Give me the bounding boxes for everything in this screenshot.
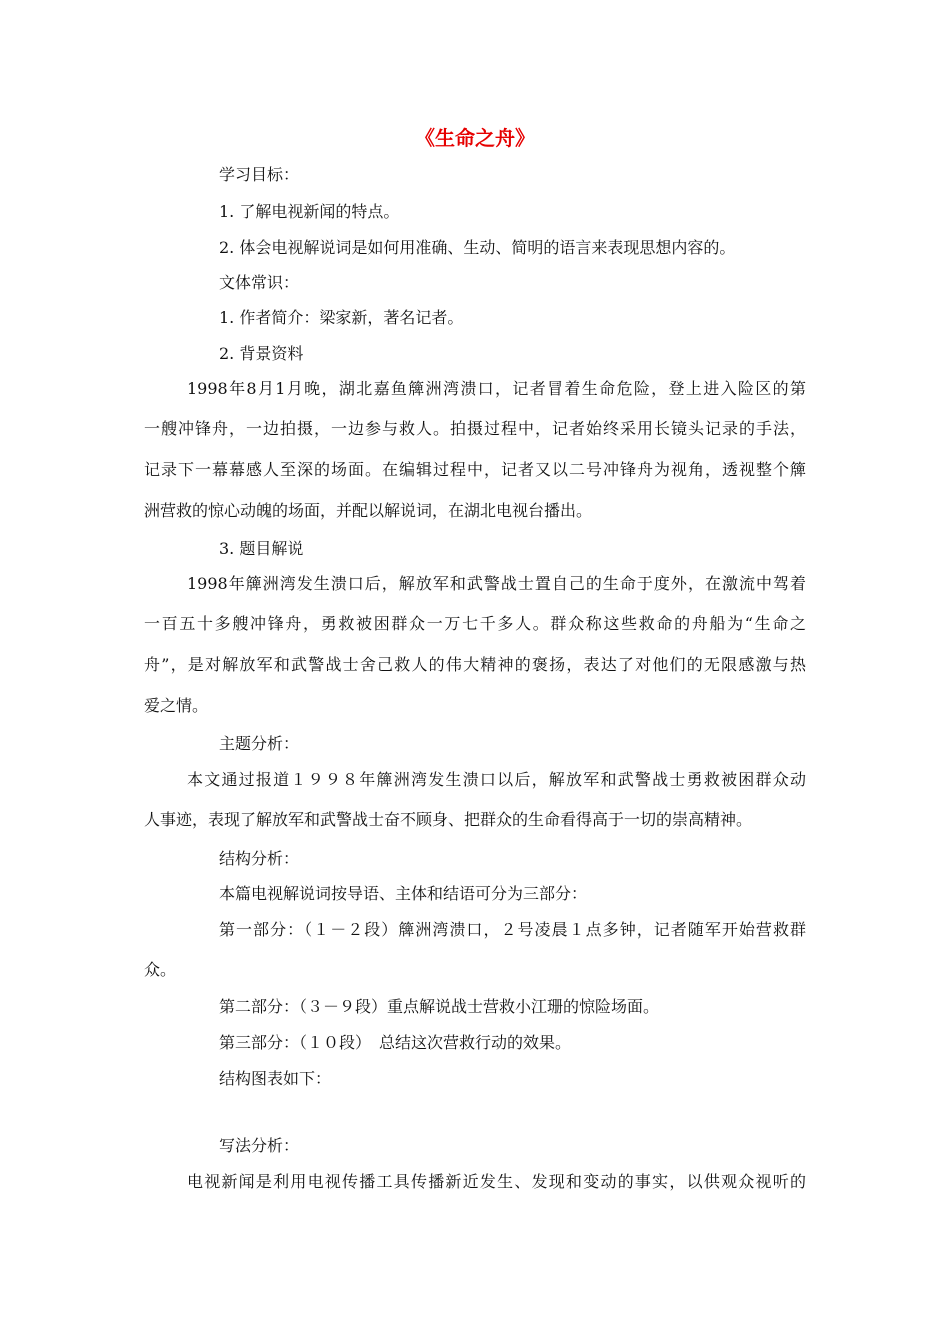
title-explanation-line: 爱之情。 [144,696,209,715]
structure-part-3: 第三部分：（１０段） 总结这次营救行动的效果。 [219,1033,572,1052]
theme-paragraph-line: 本文通过报道１９９８年簰洲湾发生溃口以后，解放军和武警战士勇救被困群众动 [187,770,806,789]
background-paragraph-line: 一艘冲锋舟，一边拍摄，一边参与救人。拍摄过程中，记者始终采用长镜头记录的手法， [144,419,806,438]
title-explanation-heading: 3. 题目解说 [219,539,304,558]
writing-analysis-line: 电视新闻是利用电视传播工具传播新近发生、发现和变动的事实，以供观众视听的 [187,1172,806,1191]
background-paragraph-line: 记录下一幕幕感人至深的场面。在编辑过程中，记者又以二号冲锋舟为视角，透视整个簰 [144,460,806,479]
heading-genre-knowledge: 文体常识： [219,273,300,292]
heading-structure-analysis: 结构分析： [219,849,300,868]
background-paragraph-line: 1998年8月1月晚，湖北嘉鱼簰洲湾溃口，记者冒着生命危险，登上进入险区的第 [187,379,806,398]
heading-theme-analysis: 主题分析： [219,734,300,753]
goal-item-1: 1. 了解电视新闻的特点。 [219,202,400,221]
background-paragraph-line: 洲营救的惊心动魄的场面，并配以解说词，在湖北电视台播出。 [144,501,593,520]
title-explanation-line: 1998年簰洲湾发生溃口后，解放军和武警战士置自己的生命于度外，在激流中驾着 [187,574,806,593]
structure-part-1-cont: 众。 [144,960,177,979]
title-explanation-line: 舟”，是对解放军和武警战士舍己救人的伟大精神的褒扬，表达了对他们的无限感激与热 [144,655,806,674]
goal-item-2: 2. 体会电视解说词是如何用准确、生动、简明的语言来表现思想内容的。 [219,238,736,257]
title-explanation-line: 一百五十多艘冲锋舟，勇救被困群众一万七千多人。群众称这些救命的舟船为“生命之 [144,614,806,633]
heading-learning-goals: 学习目标： [219,165,300,184]
structure-chart-caption: 结构图表如下： [219,1069,332,1088]
background-heading: 2. 背景资料 [219,344,304,363]
theme-paragraph-line: 人事迹，表现了解放军和武警战士奋不顾身、把群众的生命看得高于一切的崇高精神。 [144,810,753,829]
doc-title: 《生命之舟》 [415,126,535,150]
structure-intro: 本篇电视解说词按导语、主体和结语可分为三部分： [219,884,588,903]
author-intro: 1. 作者简介：梁家新，著名记者。 [219,308,464,327]
heading-writing-analysis: 写法分析： [219,1136,300,1155]
structure-part-1: 第一部分：（１－２段）簰洲湾溃口，２号凌晨１点多钟，记者随军开始营救群 [219,920,806,939]
structure-part-2: 第二部分：（３－９段）重点解说战士营救小江珊的惊险场面。 [219,997,660,1016]
